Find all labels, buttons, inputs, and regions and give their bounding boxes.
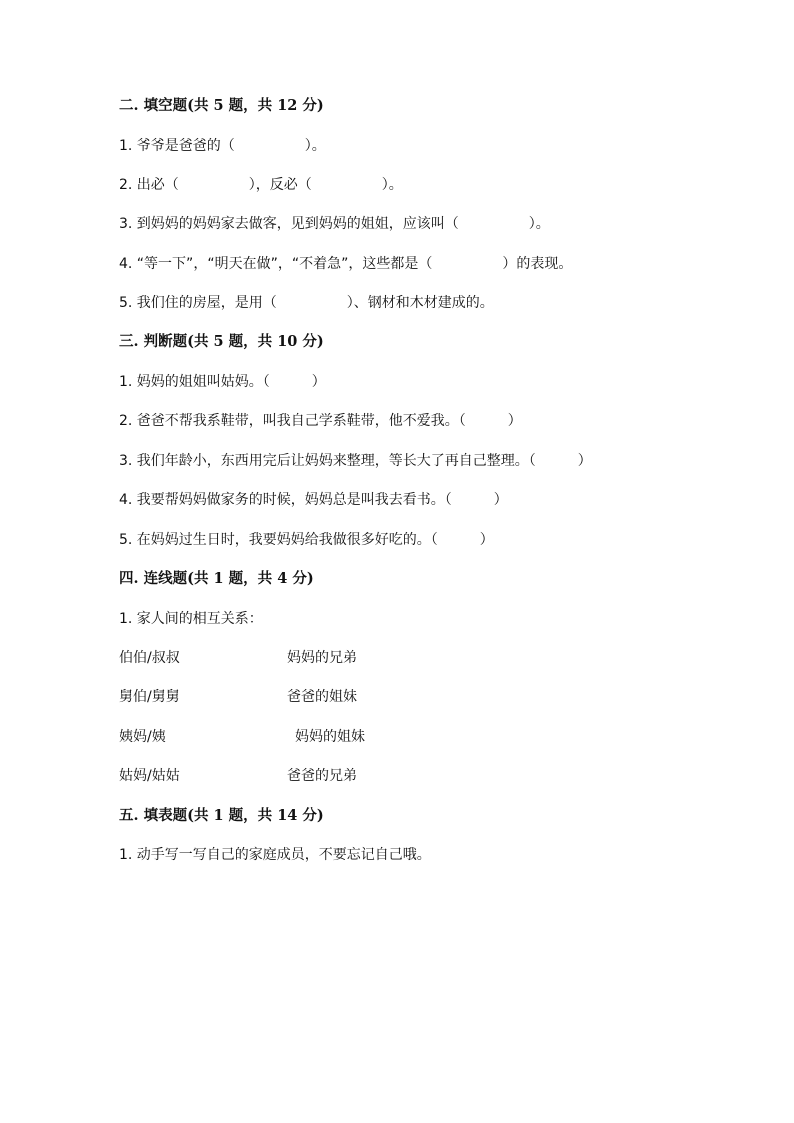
section-heading-true-false: 三. 判断题(共 5 题，共 10 分): [119, 333, 324, 350]
section-heading-fill-blank: 二. 填空题(共 5 题，共 12 分): [119, 97, 324, 114]
true-false-item-1: 1. 妈妈的姐姐叫姑妈。（ ）: [119, 374, 326, 390]
matching-question: 1. 家人间的相互关系：: [119, 611, 263, 627]
true-false-item-2: 2. 爸爸不帮我系鞋带，叫我自己学系鞋带，他不爱我。（ ）: [119, 413, 522, 429]
fill-blank-item-1: 1. 爷爷是爸爸的（ ）。: [119, 138, 326, 154]
fill-blank-item-5: 5. 我们住的房屋，是用（ ）、钢材和木材建成的。: [119, 295, 494, 311]
section-heading-table-fill: 五. 填表题(共 1 题，共 14 分): [119, 807, 324, 824]
matching-left-item-4: 姑妈/姑姑: [119, 768, 180, 784]
section-heading-matching: 四. 连线题(共 1 题，共 4 分): [119, 570, 314, 587]
matching-right-item-4: 爸爸的兄弟: [287, 768, 357, 784]
matching-right-item-3: 妈妈的姐妹: [295, 729, 365, 745]
true-false-item-5: 5. 在妈妈过生日时，我要妈妈给我做很多好吃的。（ ）: [119, 532, 494, 548]
table-fill-question: 1. 动手写一写自己的家庭成员，不要忘记自己哦。: [119, 847, 431, 863]
fill-blank-item-2: 2. 出必（ ），反必（ ）。: [119, 177, 403, 193]
matching-left-item-1: 伯伯/叔叔: [119, 650, 180, 666]
fill-blank-item-3: 3. 到妈妈的妈妈家去做客，见到妈妈的姐姐，应该叫（ ）。: [119, 216, 550, 232]
fill-blank-item-4: 4. “等一下”，“明天在做”，“不着急”，这些都是（ ）的表现。: [119, 256, 573, 272]
true-false-item-3: 3. 我们年龄小，东西用完后让妈妈来整理，等长大了再自己整理。（ ）: [119, 453, 592, 469]
matching-right-item-1: 妈妈的兄弟: [287, 650, 357, 666]
matching-right-item-2: 爸爸的姐妹: [287, 689, 357, 705]
matching-left-item-2: 舅伯/舅舅: [119, 689, 180, 705]
matching-left-item-3: 姨妈/姨: [119, 729, 166, 745]
true-false-item-4: 4. 我要帮妈妈做家务的时候，妈妈总是叫我去看书。（ ）: [119, 492, 508, 508]
